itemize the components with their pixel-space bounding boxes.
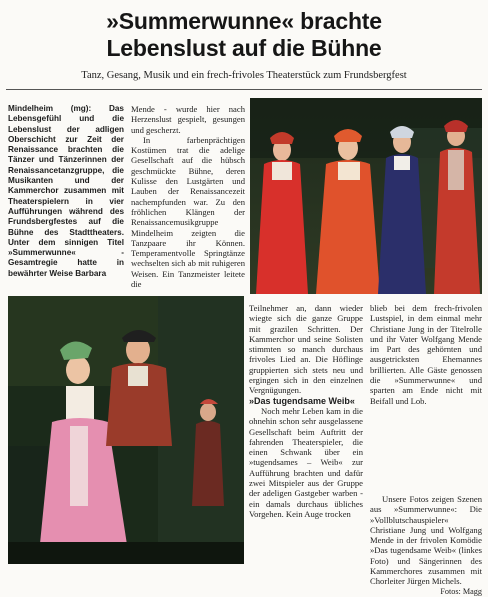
headline-line-1: »Summerwunne« brachte <box>106 8 382 34</box>
column-3-subheading: »Das tugendsame Weib« <box>249 395 355 406</box>
actors-stage-photo <box>8 296 244 564</box>
choir-singers-photo <box>250 98 482 294</box>
column-3 <box>249 303 363 565</box>
column-2-paragraph-1: Mende - wurde hier nach Herzenslust gespielt, gesungen und gescherzt. <box>131 104 245 135</box>
subheadline: Tanz, Gesang, Musik und ein frech-frivoles Theaterstück zum Frundsbergfest <box>81 70 407 81</box>
column-4-paragraph-1: blieb bei dem frech-frivolen Lustspiel, in dem einmal mehr Christiane Jung in der Titelrolle und ihr Vater Wolfgang Mende im Part des gehörnten und ausgetricksten Ehemannes brillierten. Alle Gäste genossen die »Summerwunne« und sparten am Ende nicht mit Beifall und Lob. <box>370 303 482 406</box>
column-2-paragraph-2: In farbenprächtigen Kostümen trat die adelige Gesellschaft auf die hübsch geschmückte Bühne, deren Kulisse den Lustgärten und Lauben der Renaissancezeit nachempfunden war. Zu den fröhlichen Klängen der Renaissancemusikgruppe Mindelheim zeigten die Tanzpaare ihr Können. Temperamentvolle Springtänze wechselten sich ab mit ruhigeren Weisen. Ein Tanzmeister leitete die <box>131 134 245 290</box>
photo-caption: Unsere Fotos zeigen Szenen aus »Summerwunne«: Die »Vollblutschauspieler« Christiane Jung und Wolfgang Mende in der frivolen Komödie »Das tugendsame Weib« (linkes Foto) und Sängerinnen des Kammerchores zusammen mit Chorleiter Jürgen Michels. <box>370 493 482 587</box>
column-2 <box>131 104 245 300</box>
photo-credit: Fotos: Magg <box>440 586 482 596</box>
headline <box>0 8 488 62</box>
lead-paragraph: Mindelheim (mg): Das Lebensgefühl und die Lebenslust der adligen Oberschicht zur Zeit der Renaissance brachten die Tänzer und Tänzerinnen der Renaissancetanzgruppe, die Musikanten und der Kammerchor zusammen mit Theaterspielern in vier Aufführungen während des Frundsbergfestes auf die Bühne des Stadttheaters. Unter dem sinnigen Titel »Summerwunne« - Gesamtregie hatte in bewährter Weise Barbara <box>8 104 124 278</box>
column-3-paragraph-2: Noch mehr Leben kam in die ohnehin schon sehr ausgelassene Gesellschaft beim Auftritt der fahrenden Theaterspieler, die einen Schwank über ein »tugendsames – Weib« zur Aufführung brachten und dafür zwei Mitspieler aus der Gruppe der adeligen Gastgeber warben - ein damals durchaus übliches Vorgehen. Kein Auge trocken <box>249 405 363 519</box>
headline-line-2: Lebenslust auf die Bühne <box>106 35 382 61</box>
column-3-paragraph-1: Teilnehmer an, dann wieder wiegte sich die ganze Gruppe mit grazilen Schritten. Der Kammerchor und seine Solisten stimmten so manch durchaus frivoles Lied an. Die Höflinge gruppierten sich stets neu und ergingen sich in den einzelnen Vergnügungen. <box>249 303 363 396</box>
top-divider <box>6 89 482 90</box>
column-4 <box>370 303 482 596</box>
lead-column <box>8 104 124 304</box>
